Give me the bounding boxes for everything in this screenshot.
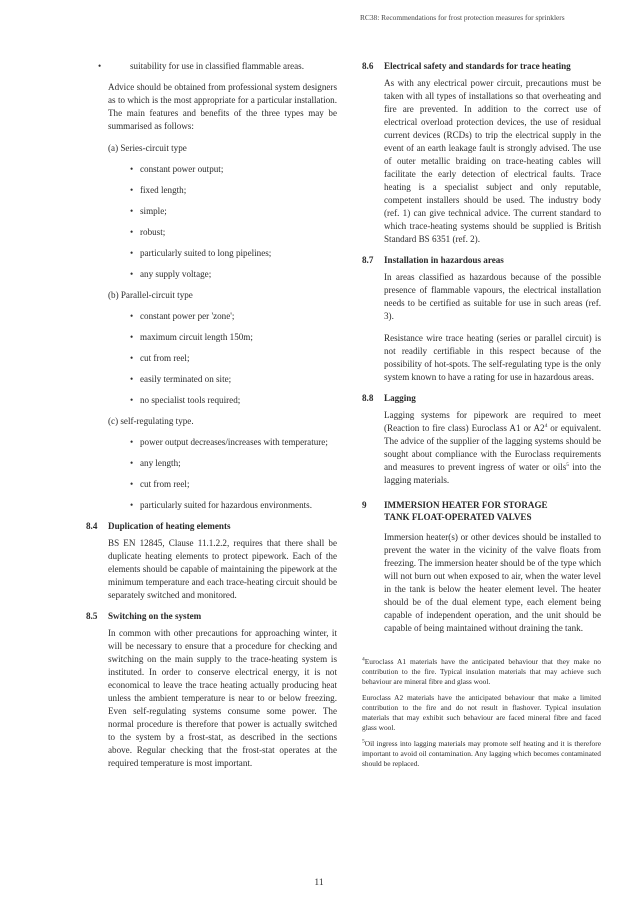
footnote-text: Euroclass A1 materials have the anticipated behaviour that they make no contribution to the fire. Typical insulation materials that may achieve such behaviour are mineral fibre and glass wool. [362,657,601,686]
list-item-text: fixed length; [140,185,187,195]
paragraph: Resistance wire trace heating (series or parallel circuit) is not readily certifiable in this respect because of the possibility of hot-spots. The self-regulating type is the only system known to have a rating for use in hazardous areas. [384,333,601,382]
footnote-mark: 5 [362,738,365,745]
list-item-text: power output decreases/increases with temperature; [140,437,328,447]
type-c-block [108,415,337,512]
right-column [362,60,601,775]
section-title: Lagging [384,393,416,403]
footnote-4 [362,657,601,687]
type-a-block [108,142,337,281]
list-item-text: maximum circuit length 150m; [140,332,253,342]
section-8-6-heading [362,60,601,73]
list-item-text: easily terminated on site; [140,374,232,384]
bullet-icon: • [130,458,134,468]
section-number: 8.4 [86,521,98,531]
paragraph: As with any electrical power circuit, precautions must be taken with all types of installations so that overheating and fire are prevented. In addition to the correct use of electrical overload protection devices, the use of residual current devices (RCDs) to trip the electrical supply in the event of an earth leakage fault is strongly advised. The use of outer metallic braiding on trace-heating cables will facilitate the early detection of electrical faults. Trace heating is a specialist subject and only reputable, competent installers should be used. The industry body (ref. 1) can give technical advice. The current standard to which trace-heating systems should be supplied is British Standard BS 6351 (ref. 2). [384,78,601,244]
bullet-icon: • [130,206,134,216]
list-item-text: no specialist tools required; [140,395,241,405]
section-number: 9 [362,500,367,510]
bullet-icon: • [130,479,134,489]
section-title-line-1: IMMERSION HEATER FOR STORAGE [384,500,548,510]
section-title: Electrical safety and standards for trace heating [384,61,571,71]
section-8-6-body [362,77,601,246]
list-item [130,331,337,344]
footnote-ref: 5 [566,461,570,468]
section-number: 8.8 [362,393,374,403]
section-number: 8.6 [362,61,374,71]
section-8-5-heading [86,610,337,623]
section-8-8-heading [362,392,601,405]
list-item-text: particularly suited for hazardous environments. [140,500,312,510]
list-item [130,268,337,281]
type-b-label: (b) Parallel-circuit type [108,290,193,300]
bullet-icon: • [130,395,134,405]
section-8-4-heading [86,520,337,533]
section-9-heading [362,499,601,523]
section-8-5-body [108,627,337,770]
bullet-text: suitability for use in classified flammable areas. [130,61,304,71]
list-item [130,499,337,512]
running-header: RC38: Recommendations for frost protection measures for sprinklers [360,13,565,22]
paragraph: In areas classified as hazardous because of the possible presence of flammable vapours, the electrical installation needs to be certified as suitable for use in such areas (ref. 3). [384,272,601,321]
section-title: Duplication of heating elements [108,521,231,531]
bullet-icon: • [130,353,134,363]
section-title: Switching on the system [108,611,202,621]
page-number: 11 [314,878,324,888]
list-item [130,373,337,386]
list-item-text: robust; [140,227,166,237]
text-run: Lagging systems for pipework are required to meet (Reaction to fire class) Euroclass A1 or A2 [384,410,601,433]
bullet-icon: • [130,332,134,342]
list-item-text: cut from reel; [140,353,190,363]
list-item-text: constant power per 'zone'; [140,311,235,321]
list-item [130,478,337,491]
section-number: 8.7 [362,255,374,265]
section-8-8-body [362,409,601,487]
bullet-icon: • [98,61,102,71]
footnote-mark: 4 [362,656,365,663]
text-run: or equivalent. The advice of the supplier of the lagging systems should be sought about compliance with the Euroclass requirements and measures to prevent ingress of water or oils [384,423,601,472]
list-item [130,226,337,239]
bullet-icon: • [130,227,134,237]
bullet-item [86,60,337,73]
list-item-text: cut from reel; [140,479,190,489]
bullet-icon: • [130,311,134,321]
footnote-4b: Euroclass A2 materials have the anticipated behaviour that make a limited contribution to the fire and do not result in flashover. Typical insulation materials that may exhibit such behaviour are faced mineral fibre and faced glass wool. [362,693,601,732]
type-c-list [108,436,337,512]
list-item-text: constant power output; [140,164,224,174]
paragraph: In common with other precautions for approaching winter, it will be necessary to ensure that a procedure for checking and switching on the main supply to the trace-heating system is instituted. In order to conserve electrical energy, it is not economical to leave the trace heating actually producing heat unless the ambient temperature is near to or below freezing. Even self-regulating systems consume some power. The normal procedure is therefore that power is actually switched to the system by a frost-stat, as described in the sections above. Regular checking that the frost-stat operates at the required temperature is most important. [108,628,337,768]
footnote-text: Oil ingress into lagging materials may promote self heating and it is therefore important to avoid oil contamination. Any lagging which becomes contaminated should be replaced. [362,739,601,768]
list-item [130,436,337,449]
section-8-4-body [108,537,337,602]
list-item [130,184,337,197]
footnote-5 [362,739,601,769]
list-item-text: any supply voltage; [140,269,212,279]
section-8-7-body [362,271,601,384]
list-item-text: any length; [140,458,181,468]
list-item [130,394,337,407]
section-title: Installation in hazardous areas [384,255,504,265]
section-title-line-2: TANK FLOAT-OPERATED VALVES [384,512,532,522]
section-8-7-heading [362,254,601,267]
type-a-label: (a) Series-circuit type [108,143,187,153]
bullet-icon: • [130,164,134,174]
paragraph: BS EN 12845, Clause 11.1.2.2, requires that there shall be duplicate heating elements to protect pipework. Each of the elements should be capable of maintaining the pipework at the minimum temperature and each trace-heating circuit should be separately switched and monitored. [108,538,337,600]
bullet-icon: • [130,437,134,447]
list-item-text: particularly suited to long pipelines; [140,248,272,258]
bullet-icon: • [130,374,134,384]
list-item [130,457,337,470]
list-item [130,205,337,218]
footnotes [362,657,601,769]
bullet-icon: • [130,500,134,510]
paragraph [384,409,601,487]
list-item [130,163,337,176]
list-item [130,352,337,365]
text-run: into the lagging materials. [384,462,601,485]
bullet-icon: • [130,248,134,258]
type-b-list [108,310,337,407]
bullet-icon: • [130,269,134,279]
list-item [130,310,337,323]
type-b-block [108,289,337,407]
section-number: 8.5 [86,611,98,621]
type-c-label: (c) self-regulating type. [108,416,194,426]
footnote-ref: 4 [544,422,548,429]
type-a-list [108,163,337,281]
list-item [130,247,337,260]
bullet-icon: • [130,185,134,195]
list-item-text: simple; [140,206,167,216]
paragraph: Immersion heater(s) or other devices should be installed to prevent the water in the vicinity of the valve floats from freezing. The immersion heater should be of the type which will not burn out when exposed to air, when the water level in the tank is below the heater element level. The heater should be of the dual element type, each element being capable of independent operation, and the unit should be capable of being maintained without draining the tank. [384,532,602,633]
section-9-body [362,531,601,635]
advice-paragraph: Advice should be obtained from professional system designers as to which is the most appropriate for a particular installation. The main features and benefits of the three types may be summarised as follows: [108,82,337,131]
left-column [86,60,337,778]
